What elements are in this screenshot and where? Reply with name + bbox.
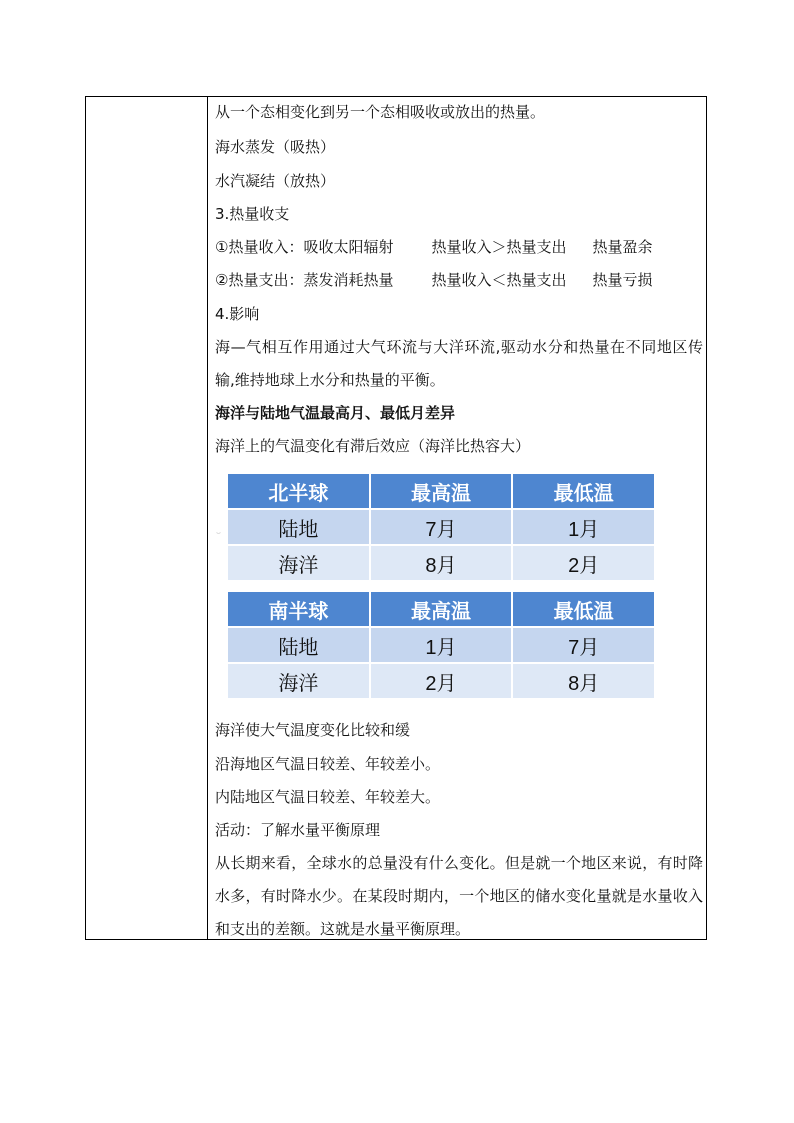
text-segment: 热量亏损	[592, 271, 653, 289]
text-line: 水汽凝结（放热）	[215, 172, 336, 190]
table-cell: 7月	[513, 628, 656, 664]
south-hemisphere-table	[228, 592, 656, 700]
table-header: 最高温	[371, 592, 514, 628]
paragraph: 海—气相互作用通过大气环流与大洋环流,驱动水分和热量在不同地区传输,维持地球上水分和热量的平衡。	[215, 338, 703, 389]
decorative-mark: ˘	[215, 531, 222, 547]
text-line	[215, 270, 652, 290]
table-cell: 7月	[371, 510, 514, 546]
section-heading: 4.影响	[215, 305, 260, 323]
table-header: 北半球	[228, 474, 371, 510]
section-heading: 3.热量收支	[215, 205, 290, 223]
table-header: 最低温	[513, 474, 656, 510]
text-segment: 热量收入＞热量支出	[431, 238, 567, 256]
table-header: 最低温	[513, 592, 656, 628]
text-segment: ①热量收入：吸收太阳辐射	[215, 238, 394, 256]
section-heading: 活动：了解水量平衡原理	[215, 821, 381, 839]
table-cell: 海洋	[228, 664, 371, 700]
table-header: 最高温	[371, 474, 514, 510]
table-header: 南半球	[228, 592, 371, 628]
text-line: 海洋使大气温度变化比较和缓	[215, 721, 411, 739]
text-segment: ②热量支出：蒸发消耗热量	[215, 271, 394, 289]
text-line	[215, 237, 652, 257]
table-cell: 8月	[371, 546, 514, 582]
table-cell: 2月	[513, 546, 656, 582]
table-cell: 海洋	[228, 546, 371, 582]
table-cell: 陆地	[228, 510, 371, 546]
table-cell: 1月	[513, 510, 656, 546]
north-hemisphere-table	[228, 474, 656, 582]
table-cell: 2月	[371, 664, 514, 700]
text-line: 海洋上的气温变化有滞后效应（海洋比热容大）	[215, 437, 531, 455]
text-line: 从一个态相变化到另一个态相吸收或放出的热量。	[215, 103, 546, 121]
document-table-frame	[85, 96, 707, 940]
text-line: 沿海地区气温日较差、年较差小。	[215, 755, 441, 773]
table-cell: 1月	[371, 628, 514, 664]
bold-heading: 海洋与陆地气温最高月、最低月差异	[215, 404, 456, 422]
paragraph: 从长期来看，全球水的总量没有什么变化。但是就一个地区来说，有时降水多，有时降水少。在某段时期内，一个地区的储水变化量就是水量收入和支出的差额。这就是水量平衡原理。	[215, 854, 703, 938]
table-cell: 陆地	[228, 628, 371, 664]
text-segment: 热量盈余	[592, 238, 653, 256]
text-line: 海水蒸发（吸热）	[215, 138, 336, 156]
table-cell: 8月	[513, 664, 656, 700]
text-segment: 热量收入＜热量支出	[431, 271, 567, 289]
column-divider	[207, 97, 208, 939]
temperature-tables-image	[215, 469, 665, 714]
text-line: 内陆地区气温日较差、年较差大。	[215, 788, 441, 806]
